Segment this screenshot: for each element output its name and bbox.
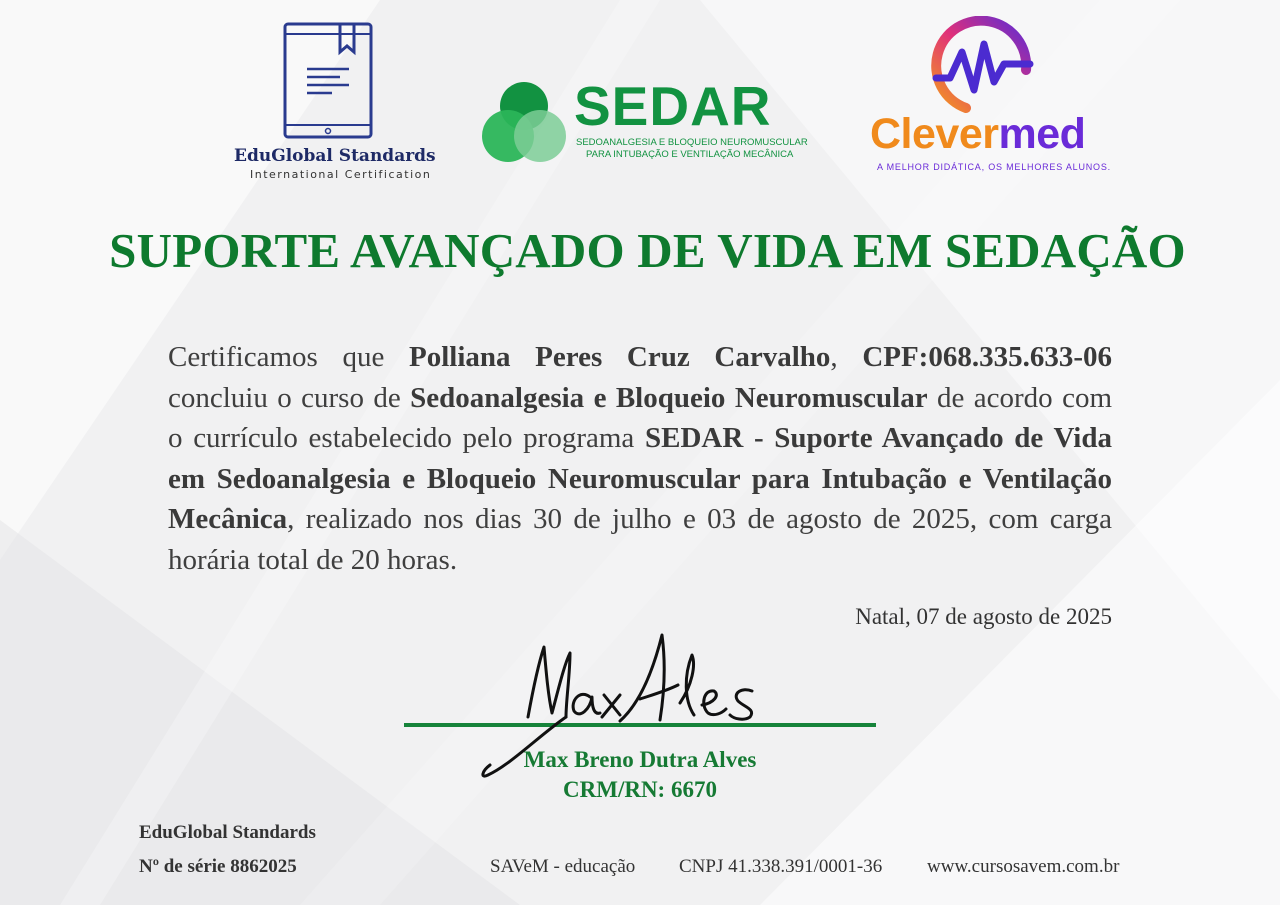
sedar-circles-icon (482, 80, 572, 166)
body-text-1: Certificamos que (168, 341, 409, 373)
footer-cnpj: CNPJ 41.338.391/0001-36 (679, 856, 883, 877)
signer-name: Max Breno Dutra Alves (523, 747, 757, 772)
sedar-logo (482, 75, 808, 170)
issue-date: Natal, 07 de agosto de 2025 (855, 604, 1112, 629)
clevermed-logo (868, 14, 1111, 179)
eduglobal-logo-tagline: International Certification (250, 168, 432, 181)
signer-crm: CRM/RN: 6670 (563, 777, 717, 802)
recipient-name: Polliana Peres Cruz Carvalho (408, 341, 831, 373)
footer-serial: Nº de série 8862025 (139, 856, 297, 877)
recipient-cpf: CPF:068.335.633-06 (862, 341, 1112, 373)
clevermed-logo-name (870, 110, 1085, 159)
tablet-document-icon (228, 20, 428, 145)
clevermed-wave-icon (928, 16, 1038, 116)
eduglobal-logo (228, 20, 436, 185)
certificate-title: SUPORTE AVANÇADO DE VIDA EM SEDAÇÃO (109, 223, 1186, 278)
body-text-5: , realizado nos dias 30 de julho e 03 de agosto de 2025, com carga horária total de 20 horas. (168, 503, 1112, 576)
sedar-logo-name: SEDAR (574, 75, 772, 137)
body-text-2: , (830, 341, 863, 373)
footer-website: www.cursosavem.com.br (927, 856, 1120, 877)
clevermed-logo-name-part2: med (998, 110, 1086, 158)
sedar-logo-line1: SEDOANALGESIA E BLOQUEIO NEUROMUSCULAR (576, 137, 808, 148)
eduglobal-logo-name: EduGlobal Standards (234, 146, 436, 166)
clevermed-logo-tagline: A MELHOR DIDÁTICA, OS MELHORES ALUNOS. (877, 162, 1111, 172)
program-name: SEDAR - Suporte Avançado de Vida em Sedoanalgesia e Bloqueio Neuromuscular para Intubação e Ventilação Mecânica (168, 422, 1112, 535)
body-text-4: de acordo com o currículo estabelecido pelo programa (168, 381, 1113, 454)
clevermed-logo-name-part1: Clever (870, 110, 999, 158)
footer-issuer: EduGlobal Standards (139, 822, 316, 843)
sedar-logo-line2: PARA INTUBAÇÃO E VENTILAÇÃO MECÂNICA (586, 149, 794, 160)
body-text-3: concluiu o curso de (168, 381, 411, 414)
course-name: Sedoanalgesia e Bloqueio Neuromuscular (410, 381, 928, 414)
footer-company: SAVeM - educação (490, 856, 636, 877)
certificate-body (168, 337, 1112, 580)
